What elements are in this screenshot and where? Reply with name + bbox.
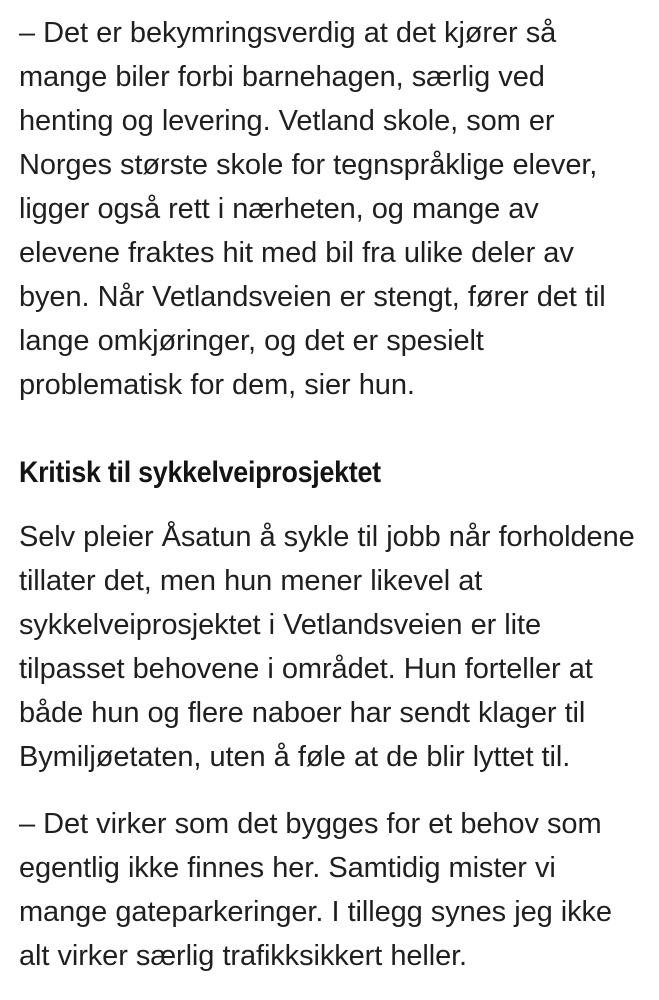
paragraph-body-bike-project: Selv pleier Åsatun å sykle til jobb når forholdene tillater det, men hun mener likevel at sykkelveiprosjektet i Vetlandsveien er lite tilpasset behovene i området. Hun forteller at både hun og flere naboer har sendt klager til Bymiljøetaten, uten å føle at de blir lyttet til. [19, 521, 635, 773]
paragraph-quote-no-need: – Det virker som det bygges for et behov som egentlig ikke finnes her. Samtidig mister vi mange gateparkeringer. I tillegg synes jeg ikke alt virker særlig trafikksikkert heller. [19, 808, 612, 972]
section-heading-block [19, 407, 640, 515]
paragraph-quote-traffic-concern: – Det er bekymringsverdig at det kjører så mange biler forbi barnehagen, særlig ved henting og levering. Vetland skole, som er Norges største skole for tegnspråklige elever, ligger også rett i nærheten, og mange av elevene fraktes hit med bil fra ulike deler av byen. Når Vetlandsveien er stengt, fører det til lange omkjøringer, og det er spesielt problematisk for dem, sier hun. [19, 17, 606, 401]
section-heading: Kritisk til sykkelveiprosjektet [19, 456, 381, 489]
